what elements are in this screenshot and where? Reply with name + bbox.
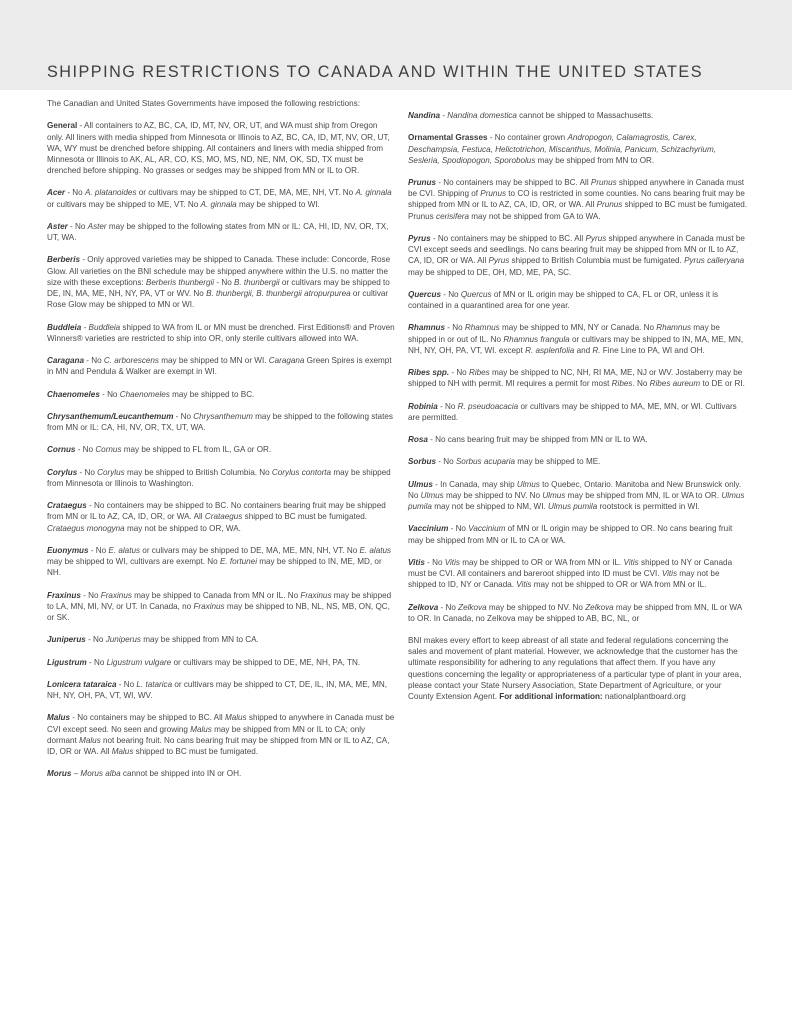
- restriction-text: may be shipped to OR or WA from MN or IL.: [459, 557, 624, 567]
- plant-name: cerisifera: [436, 211, 469, 221]
- restriction-text: and: [574, 345, 593, 355]
- plant-name: R. asplenfolia: [525, 345, 575, 355]
- restriction-text: shipped to anywhere in Canada must be CVI except seed. No seen and growing: [47, 713, 395, 734]
- restriction-text: to CO is restricted in some counties. No cans bearing fruit may be shipped from MN or IL to AZ, CA, ID, OR, or WA. All: [408, 189, 745, 210]
- plant-name: E. fortunei: [219, 557, 258, 567]
- restriction-text: may be shipped to BC.: [169, 389, 255, 399]
- plant-name: Ulmus pumila: [548, 502, 598, 512]
- plant-name: Fraxinus: [100, 590, 132, 600]
- restriction-text: to Quebec, Ontario. Manitoba and New Brunswick only. No: [408, 479, 742, 500]
- plant-name: Ulmus pumila: [408, 490, 745, 512]
- restriction-fraxinus: [47, 590, 395, 624]
- restriction-heading: Prunus: [408, 178, 436, 187]
- restriction-text: shipped anywhere in Canada must be CVI. Shipping of: [408, 178, 745, 199]
- restriction-text: may not be shipped to OR or WA from MN or IL.: [531, 580, 707, 590]
- restriction-text: or cultivars may be shipped to IN, MA, ME, MN, NH, NY, OH, PA, VT, WI. except: [408, 334, 744, 355]
- plant-name: Malus: [224, 713, 247, 723]
- restriction-text: or cultivars may be shipped to CT, DE, IL, IN, MA, ME, MN, NH, NY, OH, PA, VT, WI, WV.: [47, 679, 388, 701]
- restriction-heading: Vaccinium: [408, 524, 449, 534]
- plant-name: Fraxinus: [193, 601, 225, 611]
- restriction-text: may be shipped to DE, OH, MD, ME, PA, SC.: [408, 267, 572, 277]
- restriction-chrysanthemum: [47, 411, 395, 433]
- restriction-text: - No: [438, 602, 459, 612]
- plant-name: Ribes: [468, 368, 490, 378]
- plant-name: A. ginnala: [200, 199, 237, 209]
- restriction-robinia: [408, 401, 748, 423]
- restriction-heading: Buddleia: [47, 322, 82, 332]
- restriction-text: may be shipped to IN, ME, MD, or NH.: [47, 557, 382, 578]
- plant-name: Rhamnus: [656, 323, 692, 333]
- restriction-text: may be shipped to MN, NY or Canada. No: [499, 323, 657, 333]
- plant-name: Prunus: [596, 200, 623, 210]
- restriction-text: may be shipped to FL from IL, GA or OR.: [121, 445, 272, 455]
- restriction-heading: Euonymus: [47, 545, 89, 555]
- restriction-text: cannot be shipped to Massachusetts.: [516, 111, 654, 120]
- restriction-text: - No: [85, 635, 106, 645]
- plant-name: A. platanoides: [84, 188, 137, 198]
- plant-name: Chaenomeles: [119, 389, 170, 399]
- restriction-text: Fine Line to PA, WI and OH.: [600, 345, 705, 355]
- restriction-text: may not be shipped to ID, NY or Canada.: [408, 569, 720, 590]
- restriction-heading: Chaenomeles: [47, 389, 100, 399]
- restriction-text: nationalplantboard.org: [602, 692, 686, 702]
- restriction-heading: Berberis: [47, 255, 80, 265]
- plant-name: Ulmus: [516, 479, 540, 489]
- restriction-text: BNI makes every effort to keep abreast of all state and federal regulations concerning the sales and movement of plant material. However, we acknowledge that the customer has the ultimate responsibility for adhering to any regulations that affect them. If you have any questions concerning the legality or appropriateness of a particular type of plant in your area, please contact your State Nursery Association, State Department of Agriculture, or your County Extension Agent.: [408, 636, 742, 702]
- restriction-text: or culivars may be shipped to DE, MA, ME, MN, NH, VT. No: [140, 545, 360, 555]
- restriction-heading: Juniperus: [47, 635, 86, 645]
- restriction-text: may be shipped to NV. No: [443, 490, 543, 500]
- plant-name: Crataegus: [204, 512, 243, 522]
- restriction-heading: Lonicera tataraica: [47, 679, 117, 689]
- restriction-text: or cultivars may be shipped to DE, ME, NH, PA, TN.: [171, 657, 361, 667]
- restriction-heading: General: [47, 121, 78, 131]
- restriction-text: may be shipped to NB, NL, NS, MB, ON, QC, or SK.: [47, 601, 390, 622]
- restriction-heading: Fraxinus: [47, 590, 81, 600]
- restriction-vaccinium: [408, 523, 748, 545]
- plant-name: Morus alba: [80, 769, 121, 779]
- plant-name: Prunus: [590, 178, 617, 187]
- left-column: [47, 98, 395, 791]
- restriction-heading: Crataegus: [47, 501, 87, 511]
- plant-name: Malus: [79, 735, 101, 745]
- restriction-text: - No: [424, 557, 445, 567]
- restriction-prunus: [408, 177, 748, 222]
- restriction-text: The Canadian and United States Governments have imposed the following restrictions:: [47, 99, 360, 108]
- restriction-text: - All containers to AZ, BC, CA, ID, MT, NV, OR, UT, and WA must ship from Oregon only. All liners with media shipped from Minnesota or Illinois to AZ, BC, CA, ID, MT, NV, OR, UT, WA, WY must be drenched before shipping. All containers and liners with media shipped from Minnesota or Illinois to AK, AL, AR, CO, KS, MO, MS, ND, NE, NM, OK, SD, TX must be drenched before shipping. No grasses or sedges may be shipped from MN or IL to OR.: [47, 121, 390, 176]
- restriction-text: may not be shipped to NM, WI.: [431, 502, 548, 512]
- restriction-ribes: [408, 367, 748, 389]
- restriction-text: or cultivars may be shipped to ME, VT. No: [47, 199, 201, 209]
- restriction-text: - No containers may be shipped to BC. No containers bearing fruit may be shipped from MN or IL to AZ, CA, ID, OR, or WA. All: [47, 501, 386, 522]
- plant-name: Buddleia: [88, 322, 121, 332]
- restriction-heading: Nandina: [408, 111, 441, 120]
- restriction-text: may be shipped from MN to CA.: [140, 635, 259, 645]
- restriction-text: - No: [440, 289, 461, 299]
- plant-name: Sorbus acuparia: [455, 457, 516, 467]
- restriction-heading: Zelkova: [408, 602, 439, 612]
- restriction-euonymus: [47, 545, 395, 579]
- restriction-heading: Morus: [47, 769, 72, 779]
- restriction-rosa: [408, 434, 748, 445]
- plant-name: Ulmus: [542, 490, 566, 500]
- restriction-text: - No: [445, 323, 465, 333]
- plant-name: Rhamnus: [464, 323, 500, 333]
- plant-name: Pyrus: [585, 233, 607, 243]
- restriction-ligustrum: [47, 657, 395, 668]
- plant-name: A. ginnala: [355, 188, 392, 198]
- restriction-heading: Chrysanthemum/Leucanthemum: [47, 411, 174, 421]
- restriction-text: shipped to BC must be fumigated. Prunus: [408, 200, 747, 221]
- restriction-nandina: [408, 110, 748, 121]
- restriction-heading: Acer: [47, 188, 66, 198]
- restriction-text: may be shipped to the following states from MN or IL: CA, HI, NV, OR, TX, UT, WA.: [47, 411, 393, 433]
- plant-name: Malus: [111, 746, 134, 756]
- restriction-text: of MN or IL origin may be shipped to OR. No cans bearing fruit may be shipped from MN or IL to CA or WA.: [408, 524, 733, 545]
- restriction-heading: Malus: [47, 713, 71, 723]
- plant-name: Ulmus: [420, 490, 444, 500]
- restriction-heading: Quercus: [408, 289, 441, 299]
- restriction-text: - No containers may be shipped to BC. All: [430, 233, 586, 243]
- plant-name: Vitis: [623, 557, 639, 567]
- restriction-text: or cultivars may be shipped to CT, DE, MA, ME, NH, VT. No: [136, 188, 356, 198]
- restriction-heading: For additional information:: [499, 692, 603, 702]
- page-header: [0, 0, 792, 90]
- plant-name: Berberis thunbergii: [145, 277, 215, 287]
- restriction-caragana: [47, 355, 395, 377]
- restriction-text: - No: [77, 467, 98, 477]
- plant-name: Corylus: [97, 467, 125, 477]
- plant-name: Juniperus: [105, 635, 141, 645]
- restriction-morus: [47, 768, 395, 779]
- restriction-text: may be shipped to NC, NH, RI MA, ME, NJ or WV. Jostaberry may be shipped to NH with permit. MI requires a permit for most: [408, 368, 743, 389]
- restriction-text: may not be shipped from GA to WA.: [468, 211, 601, 221]
- plant-name: Quercus: [460, 289, 492, 299]
- restriction-text: of MN or IL origin may be shipped to CA, FL or OR, unless it is contained in a quarantined area for one year.: [408, 289, 719, 311]
- restriction-text: may be shipped from MN to OR.: [535, 155, 655, 165]
- restriction-heading: Caragana: [47, 356, 85, 366]
- restriction-text: - No: [448, 524, 469, 534]
- restriction-text: may be shipped in or out of IL. No: [408, 323, 720, 344]
- restriction-text: - No: [67, 221, 88, 231]
- restriction-pyrus: [408, 233, 748, 278]
- plant-name: Pyrus calleryana: [684, 256, 745, 266]
- restriction-zelkova: [408, 602, 748, 624]
- restriction-text: or cultivars may be shipped to DE, IN, MA, ME, NH, NY, PA, VT or WV. No: [47, 277, 390, 299]
- plant-name: Chrysanthemum: [193, 411, 253, 421]
- plant-name: Malus: [190, 724, 212, 734]
- restriction-text: may be shipped to British Columbia. No: [124, 467, 272, 477]
- restriction-text: - Only approved varieties may be shipped to Canada. These include: Concorde, Rose Glow. All varieties on the BNI schedule may be shipped anywhere within the U.S. no matter the size with these exceptions:: [47, 255, 391, 287]
- restriction-text: may be shipped from MN or IL to CA; only dormant: [47, 724, 366, 745]
- plant-name: E. alatus: [108, 545, 141, 555]
- plant-name: Crataegus monogyna: [47, 523, 125, 533]
- restriction-text: shipped to NY or Canada must be CVI. All containers and bareroot shipped into ID must be CVI.: [408, 557, 733, 579]
- restriction-text: - In Canada, may ship: [432, 479, 517, 489]
- restriction-text: may be shipped from MN, IL or WA to OR.: [565, 490, 722, 500]
- restriction-text: may be shipped from MN, IL or WA to OR. In Canada, no Zelkova may be shipped to AB, BC, NL, or: [408, 602, 742, 623]
- restriction-general: [47, 120, 395, 176]
- restriction-heading: Aster: [47, 221, 68, 231]
- restriction-text: -: [81, 322, 89, 332]
- plant-name: B. thunbergii, B. thunbergii atropurpurea: [206, 289, 351, 299]
- restriction-corylus: [47, 467, 395, 489]
- restriction-text: or cultivars may be shipped to MA, ME, MN, or WI. Cultivars are permitted.: [408, 401, 737, 422]
- restriction-cornus: [47, 444, 395, 455]
- right-column: [408, 110, 748, 713]
- restriction-text: - No containers may be shipped to BC. All: [436, 178, 591, 187]
- restriction-text: -: [440, 111, 448, 120]
- restriction-juniperus: [47, 634, 395, 645]
- restriction-ulmus: [408, 479, 748, 513]
- restriction-text: may be shipped from Minnesota or Illinois to Washington.: [47, 467, 391, 488]
- plant-name: Ligustrum vulgare: [106, 657, 172, 667]
- restriction-text: or cultivar Rose Glow may be shipped to MN or WI.: [47, 289, 389, 310]
- restriction-heading: Ulmus: [408, 479, 433, 489]
- plant-name: Zelkova: [585, 602, 614, 612]
- plant-name: Andropogon, Calamagrostis, Carex, Deschampsia, Festuca, Helictotrichon, Miscanthus, Molinia, Panicum, Schizachyrium, Sesleria, Spodiopogon, Sporobolus: [408, 133, 716, 165]
- plant-name: Corylus contorta: [271, 467, 332, 477]
- restriction-text: may be shipped to Canada from MN or IL. No: [131, 590, 301, 600]
- restriction-text: . No: [632, 379, 650, 389]
- restriction-text: may be shipped to LA, MN, MI, NV, or UT. In Canada, no: [47, 590, 392, 611]
- plant-name: Ribes aureum: [649, 379, 701, 389]
- plant-name: Fraxinus: [300, 590, 332, 600]
- restriction-text: shipped to BC must be fumigated.: [242, 512, 368, 522]
- restriction-heading: Ribes spp.: [408, 368, 450, 378]
- restriction-text: - No: [436, 457, 456, 467]
- restriction-text: - No: [173, 411, 194, 421]
- plant-name: E. alatus: [359, 545, 392, 555]
- restriction-rhamnus: [408, 322, 748, 356]
- restriction-text: - No containers may be shipped to BC. All: [70, 713, 225, 723]
- restriction-vitis: [408, 557, 748, 591]
- restriction-text: - No: [86, 657, 107, 667]
- restriction-heading: Corylus: [47, 467, 78, 477]
- plant-name: Caragana: [268, 356, 305, 366]
- plant-name: R.: [592, 345, 601, 355]
- plant-name: Rhamnus frangula: [503, 334, 570, 344]
- restriction-disclaimer: [408, 635, 748, 702]
- restriction-text: - No: [449, 368, 469, 378]
- plant-name: L. tatarica: [136, 679, 173, 689]
- plant-name: Zelkova: [458, 602, 487, 612]
- plant-name: Vaccinium: [468, 524, 506, 534]
- restriction-text: - No: [214, 277, 234, 287]
- plant-name: Nandina domestica: [447, 111, 517, 120]
- plant-name: C. arborescens: [103, 356, 159, 366]
- restriction-text: - No: [65, 188, 85, 198]
- restriction-berberis: [47, 254, 395, 310]
- restriction-text: –: [71, 769, 81, 779]
- plant-name: B. thunbergii: [233, 277, 280, 287]
- restriction-text: - No: [84, 356, 104, 366]
- restriction-text: rootstock is permitted in WI.: [597, 502, 700, 512]
- restriction-heading: Rhamnus: [408, 323, 446, 333]
- restriction-aster: [47, 221, 395, 243]
- restriction-text: cannot be shipped into IN or OH.: [120, 769, 242, 779]
- restriction-text: - No container grown: [487, 133, 568, 143]
- restriction-buddleia: [47, 322, 395, 344]
- restriction-intro: [47, 98, 395, 109]
- plant-name: Cornus: [95, 445, 122, 455]
- restriction-text: - No: [116, 679, 137, 689]
- restriction-text: - No: [437, 401, 458, 411]
- restriction-heading: Sorbus: [408, 457, 436, 467]
- restriction-text: may not be shipped to OR, WA.: [124, 523, 241, 533]
- restriction-text: shipped to BC must be fumigated.: [133, 746, 259, 756]
- restriction-text: may be shipped to MN or WI.: [159, 356, 269, 366]
- plant-name: Ribes: [611, 379, 633, 389]
- plant-name: Vitis: [661, 569, 678, 579]
- restriction-heading: Robinia: [408, 401, 438, 411]
- restriction-text: not bearing fruit. No cans bearing fruit may be shipped from MN or IL to AZ, CA, ID, OR or WA. All: [47, 735, 390, 756]
- restriction-text: to DE or RI.: [700, 379, 745, 389]
- restriction-sorbus: [408, 456, 748, 467]
- page-title: SHIPPING RESTRICTIONS TO CANADA AND WITHIN THE UNITED STATES: [47, 62, 704, 81]
- restriction-text: - No: [75, 445, 96, 455]
- restriction-heading: Cornus: [47, 445, 76, 455]
- restriction-text: shipped to WA from IL or MN must be drenched. First Editions® and Proven Winners® varieties are restricted to ship into OR, only sterile cultivars allowed into WA.: [47, 322, 395, 343]
- plant-name: R. pseudoacacia: [457, 401, 519, 411]
- restriction-heading: Rosa: [408, 435, 428, 445]
- restriction-crataegus: [47, 500, 395, 534]
- restriction-grasses: [408, 132, 748, 166]
- restriction-heading: Vitis: [408, 557, 425, 567]
- restriction-text: - No: [88, 545, 109, 555]
- restriction-lonicera: [47, 679, 395, 701]
- restriction-text: shipped to British Columbia must be fumigated.: [509, 256, 685, 266]
- restriction-text: may be shipped to NV. No: [486, 602, 586, 612]
- restriction-text: shipped anywhere in Canada must be CVI except seeds and seedlings. No cans bearing fruit may be shipped from MN or IL to AZ, CA, ID, OR or WA. All: [408, 233, 745, 266]
- restriction-text: - No cans bearing fruit may be shipped from MN or IL to WA.: [427, 435, 648, 445]
- restriction-heading: Pyrus: [408, 233, 431, 243]
- plant-name: Prunus: [480, 189, 507, 199]
- plant-name: Pyrus: [488, 256, 510, 266]
- restriction-text: - No: [99, 389, 120, 399]
- plant-name: Vitis: [516, 580, 532, 590]
- restriction-text: may be shipped to WI, cultivars are exempt. No: [47, 557, 220, 567]
- restriction-acer: [47, 187, 395, 209]
- restriction-text: may be shipped to the following states from MN or IL: CA, HI, ID, NV, OR, TX, UT, WA.: [47, 221, 389, 243]
- restriction-chaenomeles: [47, 389, 395, 400]
- restriction-heading: Ligustrum: [47, 657, 87, 667]
- restriction-text: may be shipped to WI.: [236, 199, 320, 209]
- restriction-text: Green Spires is exempt in MN and Pendula & Walker are exempt in WI.: [47, 356, 392, 377]
- restriction-heading: Ornamental Grasses: [408, 133, 488, 143]
- restriction-malus: [47, 712, 395, 757]
- plant-name: Vitis: [444, 557, 460, 567]
- restriction-text: may be shipped to ME.: [515, 457, 601, 467]
- restriction-text: - No: [80, 590, 101, 600]
- plant-name: Aster: [87, 221, 107, 231]
- restriction-quercus: [408, 289, 748, 311]
